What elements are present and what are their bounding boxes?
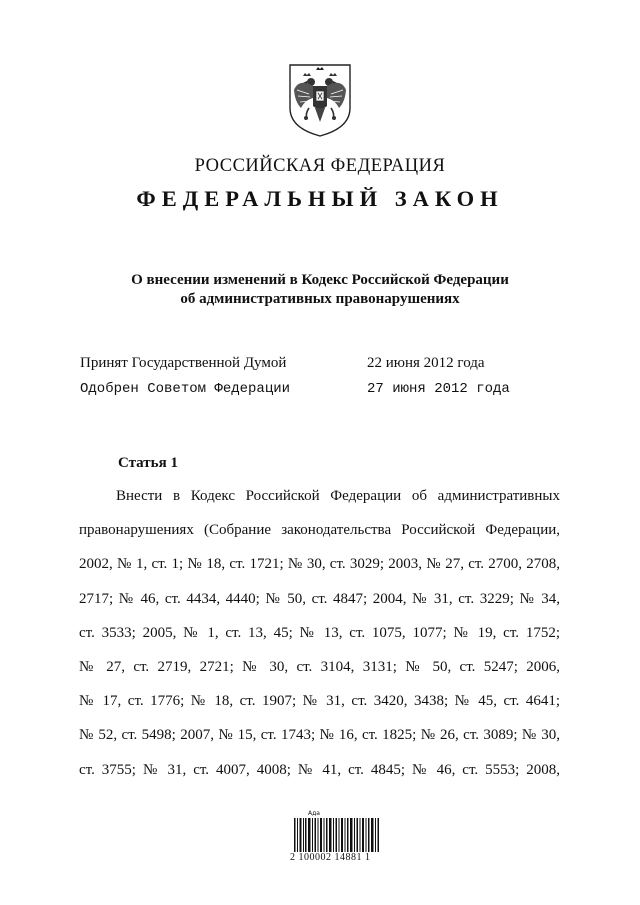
article-line: 2717; № 46, ст. 4434, 4440; № 50, ст. 4847; 2004, № 31, ст. 3229; № 34, bbox=[79, 590, 560, 607]
article-line: ст. 3533; 2005, № 1, ст. 13, 45; № 13, ст. 1075, 1077; № 19, ст. 1752; bbox=[79, 624, 560, 641]
article-body bbox=[79, 486, 560, 794]
barcode-mark: Ада bbox=[308, 810, 320, 817]
article-heading: Статья 1 bbox=[118, 455, 178, 471]
article-line: № 52, ст. 5498; 2007, № 15, ст. 1743; № 16, ст. 1825; № 26, ст. 3089; № 30, bbox=[79, 727, 560, 744]
article-line: правонарушениях (Собрание законодательства Российской Федерации, bbox=[79, 522, 560, 539]
russian-coat-of-arms-icon bbox=[287, 62, 353, 138]
article-line: № 17, ст. 1776; № 18, ст. 1907; № 31, ст. 3420, 3438; № 45, ст. 4641; bbox=[79, 693, 560, 710]
law-title bbox=[0, 271, 640, 309]
barcode-number: 2 100002 14881 1 bbox=[290, 852, 371, 863]
article-line: № 27, ст. 2719, 2721; № 30, ст. 3104, 3131; № 50, ст. 5247; 2006, bbox=[79, 658, 560, 675]
article-line: 2002, № 1, ст. 1; № 18, ст. 1721; № 30, ст. 3029; 2003, № 27, ст. 2700, 2708, bbox=[79, 556, 560, 573]
adoption-duma-date: 22 июня 2012 года bbox=[367, 355, 485, 371]
article-line: Внести в Кодекс Российской Федерации об административных bbox=[116, 488, 560, 504]
adoption-duma-label: Принят Государственной Думой bbox=[80, 355, 287, 371]
adoption-council-date: 27 июня 2012 года bbox=[367, 381, 510, 397]
adoption-council-label: Одобрен Советом Федерации bbox=[80, 381, 291, 397]
article-line: ст. 3755; № 31, ст. 4007, 4008; № 41, ст. 4845; № 46, ст. 5553; 2008, bbox=[79, 761, 560, 778]
law-title-line-1: О внесении изменений в Кодекс Российской Федерации bbox=[131, 272, 509, 288]
country-name: РОССИЙСКАЯ ФЕДЕРАЦИЯ bbox=[194, 156, 446, 176]
document-type: ФЕДЕРАЛЬНЫЙ ЗАКОН bbox=[136, 186, 504, 211]
barcode-icon bbox=[294, 818, 380, 852]
law-title-line-2: об административных правонарушениях bbox=[180, 291, 460, 307]
barcode-area bbox=[290, 810, 390, 865]
